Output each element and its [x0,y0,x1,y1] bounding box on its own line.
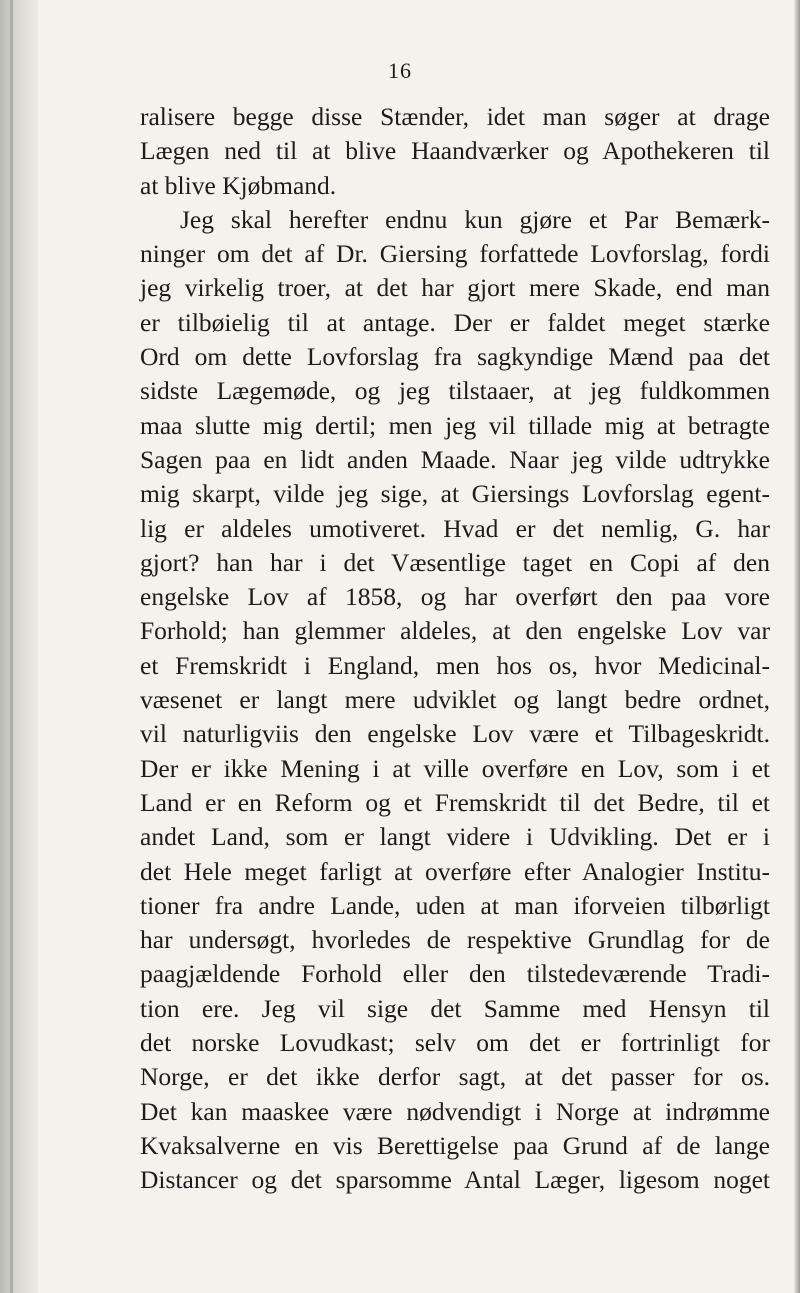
text-line: det norske Lovudkast; selv om det er fortrinligt for [140,1028,770,1058]
text-line: har undersøgt, hvorledes de respektive Grundlag for de [140,925,770,955]
text-line: Lægen ned til at blive Haandværker og Apothekeren til [140,136,770,166]
text-line: et Fremskridt i England, men hos os, hvor Medicinal- [140,650,770,680]
text-line: paagjældende Forhold eller den tilstedeværende Tradi- [140,959,770,989]
text-line: mig skarpt, vilde jeg sige, at Giersings Lovforslag egent- [140,479,770,509]
text-line: Kvaksalverne en vis Berettigelse paa Grund af de lange [140,1130,770,1160]
text-line: væsenet er langt mere udviklet og langt bedre ordnet, [140,685,770,715]
text-line: Jeg skal herefter endnu kun gjøre et Par Bemærk- [180,204,770,234]
page-binding-edge [0,0,38,1293]
text-line: Land er en Reform og et Fremskridt til det Bedre, til et [140,787,770,817]
text-line: Distancer og det sparsomme Antal Læger, ligesom noget [140,1165,770,1195]
text-line: Sagen paa en lidt anden Maade. Naar jeg vilde udtrykke [140,444,770,474]
text-line: at blive Kjøbmand. [140,170,337,200]
text-line: vil naturligviis den engelske Lov være et Tilbageskridt. [140,719,770,749]
text-line: ninger om det af Dr. Giersing forfattede Lovforslag, fordi [140,239,770,269]
text-line: lig er aldeles umotiveret. Hvad er det nemlig, G. har [140,513,770,543]
page-number: 16 [388,58,412,83]
text-line: det Hele meget farligt at overføre efter Analogier Institu- [140,856,770,886]
text-line: maa slutte mig dertil; men jeg vil tillade mig at betragte [140,410,770,440]
text-line: ralisere begge disse Stænder, idet man søger at drage [140,102,770,131]
page-right-edge [794,0,800,1293]
text-line: jeg virkelig troer, at det har gjort mere Skade, end man [140,273,770,303]
text-line: Det kan maaskee være nødvendigt i Norge at indrømme [140,1096,770,1126]
body-text [140,100,770,1198]
text-line: sidste Lægemøde, og jeg tilstaaer, at jeg fuldkommen [140,376,770,406]
text-line: Der er ikke Mening i at ville overføre en Lov, som i et [140,753,770,783]
text-line: engelske Lov af 1858, og har overført den paa vore [140,582,770,612]
text-line: Forhold; han glemmer aldeles, at den engelske Lov var [140,616,770,646]
text-line: Ord om dette Lovforslag fra sagkyndige Mænd paa det [140,342,770,372]
text-line: tion ere. Jeg vil sige det Samme med Hensyn til [140,993,770,1023]
text-line: tioner fra andre Lande, uden at man iforveien tilbørligt [140,890,770,920]
text-line: gjort? han har i det Væsentlige taget en Copi af den [140,547,770,577]
text-line: Norge, er det ikke derfor sagt, at det passer for os. [140,1062,770,1092]
text-line: er tilbøielig til at antage. Der er faldet meget stærke [140,307,770,337]
text-line: andet Land, som er langt videre i Udvikling. Det er i [140,822,770,852]
